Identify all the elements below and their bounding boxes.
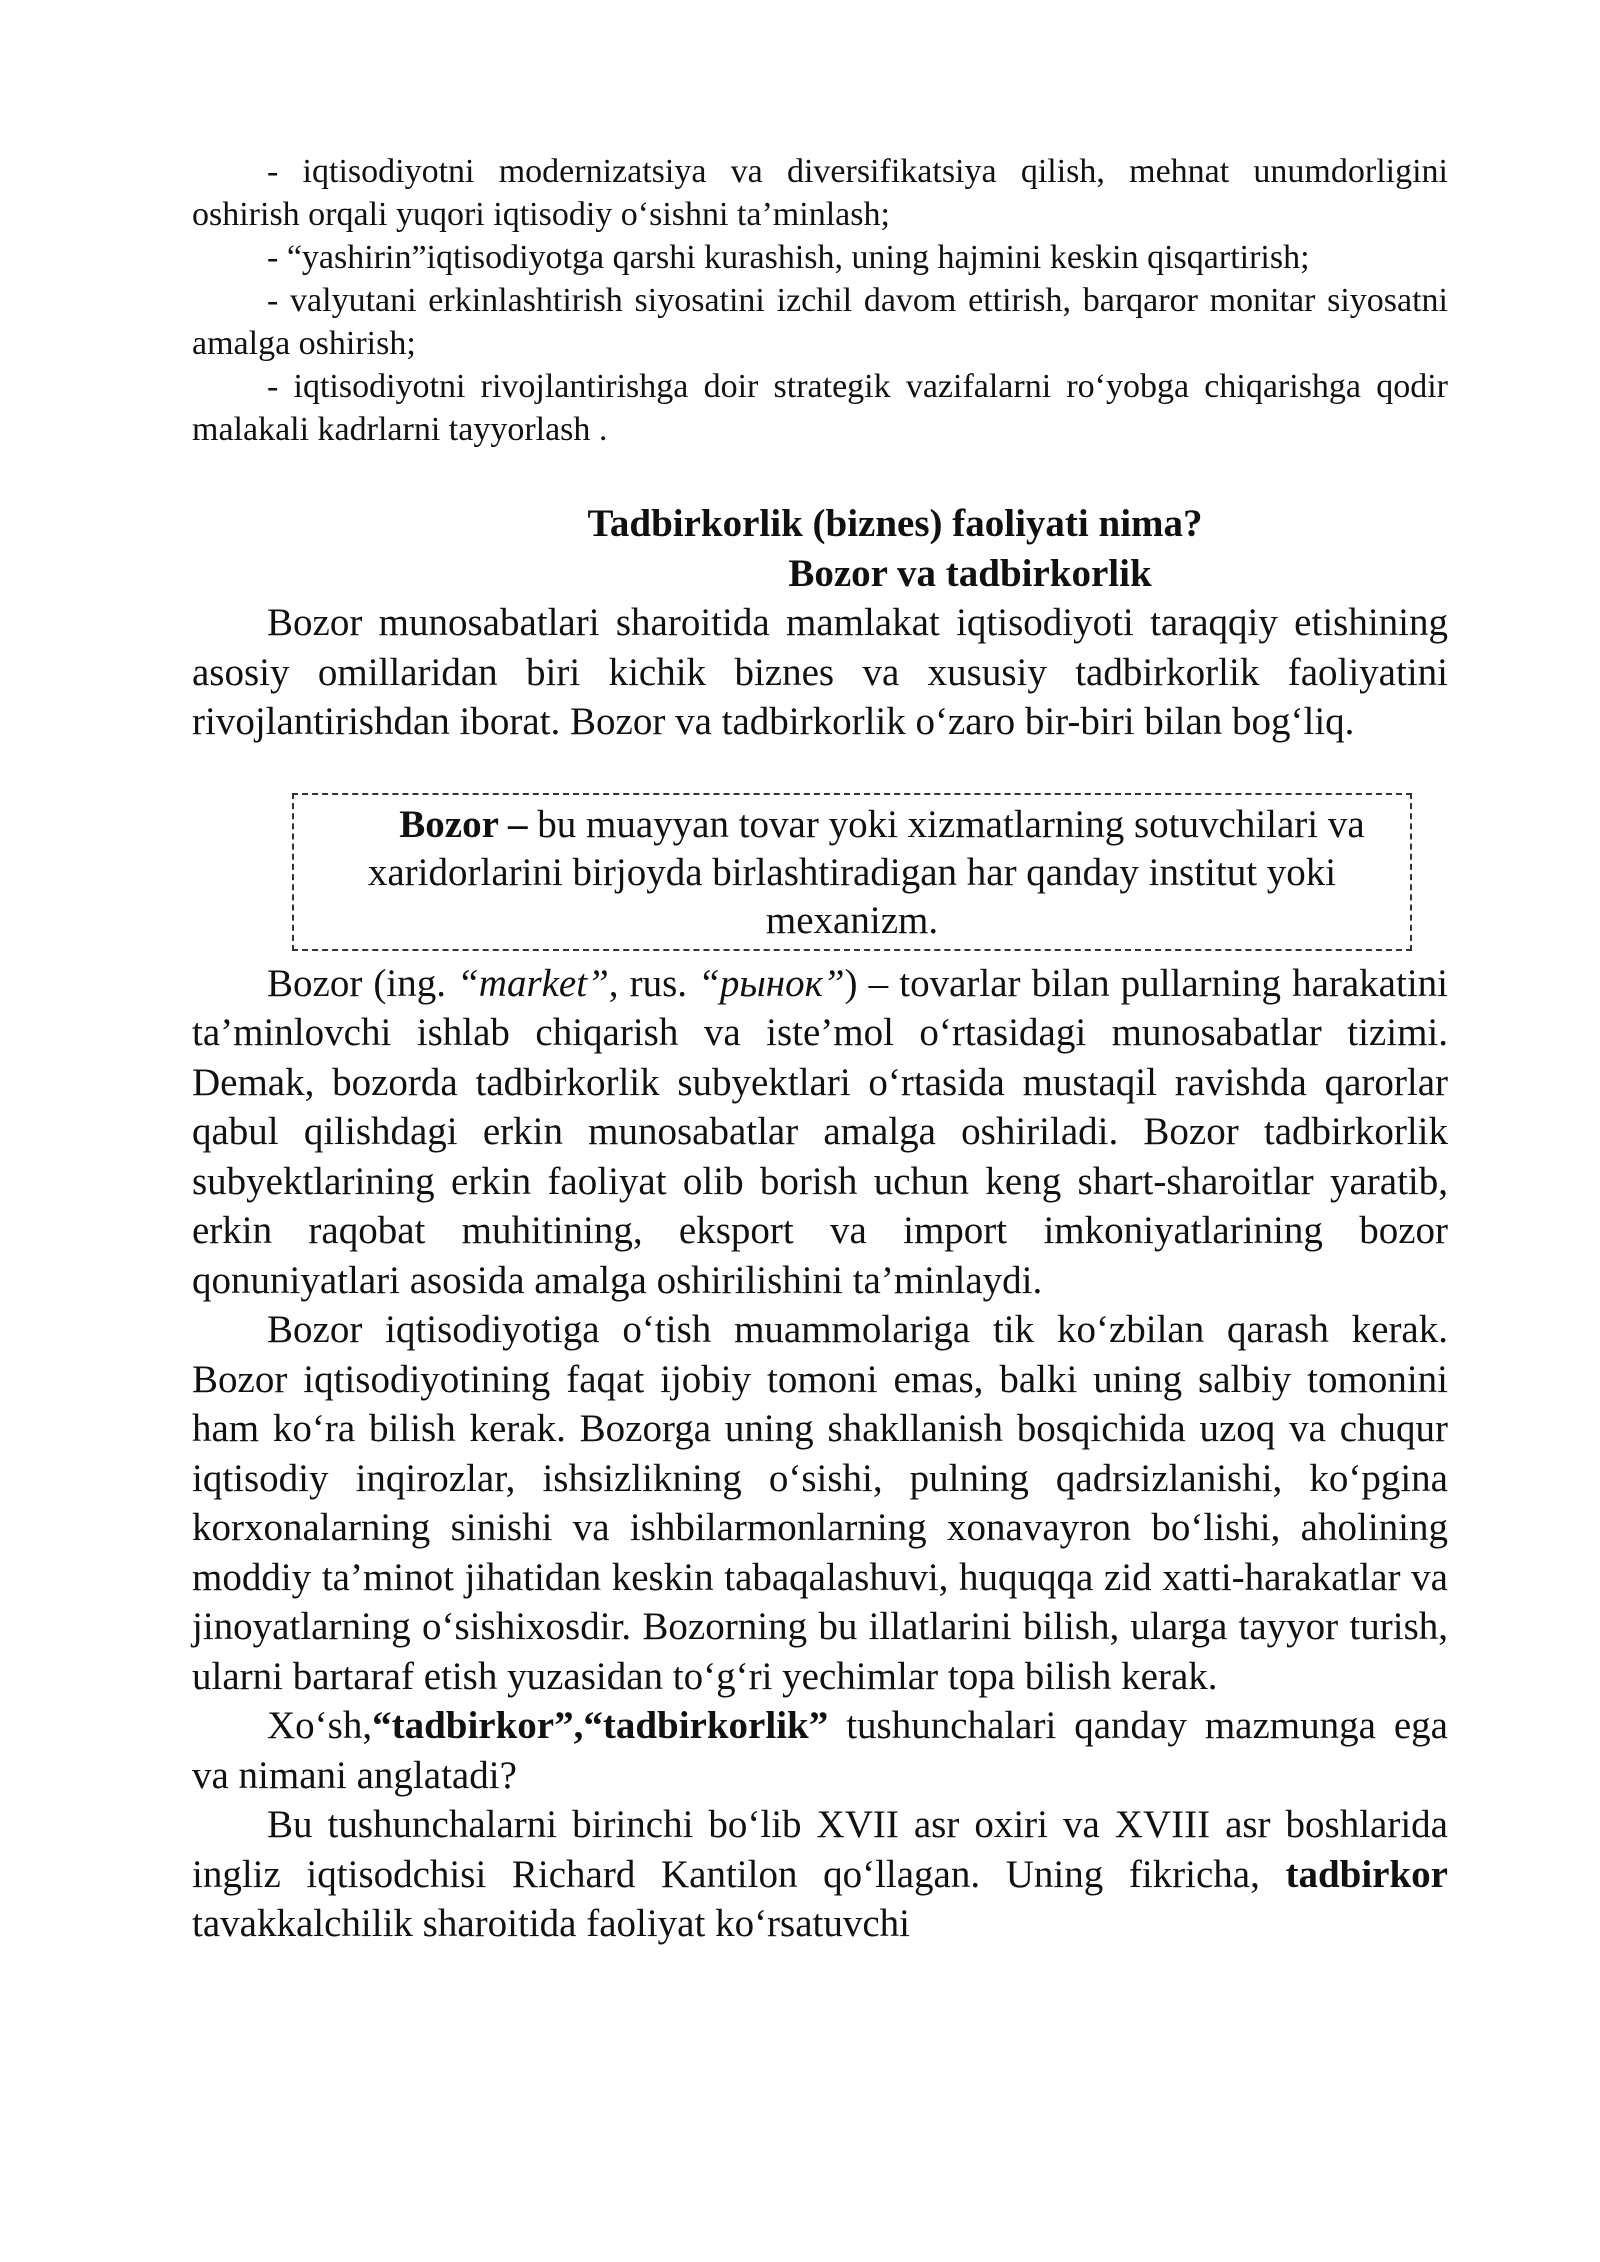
market-text-rest: ) – tovarlar bilan pullarning harakatini ta’minlovchi ishlab chiqarish va iste’mol o‘rtasidagi munosabatlar tizimi. Demak, bozorda tadbirkorlik subyektlari o‘rtasida mustaqil ravishda qarorlar qabul qilishdagi erkin munosabatlar amalga oshiriladi. Bozor tadbirkorlik subyektlarining erkin faoliyat olib borish uchun keng shart-sharoitlar yaratib, erkin raqobat muhitining, eksport va import imkoniyatlarining bozor qonuniyatlari asosida amalga oshirilishini ta’minlaydi.	[192, 961, 1449, 1302]
market-english-term: “market”	[457, 961, 609, 1005]
question-term-tadbirkor: “tadbirkor”	[372, 1704, 574, 1747]
transition-paragraph: Bozor iqtisodiyotiga o‘tish muammolariga tik ko‘zbilan qarash kerak. Bozor iqtisodiyotining faqat ijobiy tomoni emas, balki uning salbiy tomonini ham ko‘ra bilish kerak. Bozorga uning shakllanish bosqichida uzoq va chuqur iqtisodiy inqirozlar, ishsizlikning o‘sishi, pulning qadrsizlanishi, ko‘pgina korxonalarning sinishi va ishbilarmonlarning xonavayron bo‘lishi, aholining moddiy ta’minot jihatidan keskin tabaqalashuvi, huquqqa zid xatti-harakatlar va jinoyatlarning o‘sishixosdir. Bozorning bu illatlarini bilish, ularga tayyor turish, ularni bartaraf etish yuzasidan to‘g‘ri yechimlar topa bilish kerak.	[192, 1308, 1448, 1698]
section-heading	[192, 499, 1448, 598]
intro-paragraph: Bozor munosabatlari sharoitida mamlakat iqtisodiyoti taraqqiy etishining asosiy omillaridan biri kichik biznes va xususiy tadbirkorlik faoliyatini rivojlantirishdan iborat. Bozor va tadbirkorlik o‘zaro bir-biri bilan bog‘liq.	[192, 601, 1448, 743]
section-subtitle: Bozor va tadbirkorlik	[788, 551, 1152, 595]
history-paragraph	[192, 1800, 1448, 1949]
section-title: Tadbirkorlik (biznes) faoliyati nima?	[587, 502, 1203, 545]
bullet-list	[192, 150, 1448, 451]
bullet-item: - valyutani erkinlashtirish siyosatini izchil davom ettirish, barqaror monitar siyosatni amalga oshirish;	[192, 282, 1448, 362]
document-page	[192, 150, 1448, 1949]
bullet-item: - iqtisodiyotni modernizatsiya va diversifikatsiya qilish, mehnat unumdorligini oshirish orqali yuqori iqtisodiy o‘sishni ta’minlash;	[192, 153, 1448, 233]
definition-term: Bozor –	[399, 802, 528, 846]
market-text-start: Bozor (ing.	[267, 961, 458, 1005]
question-comma: ,	[573, 1704, 584, 1747]
market-paragraph	[192, 959, 1448, 1306]
definition-text	[302, 801, 1402, 945]
definition-body: bu muayyan tovar yoki xizmatlarning sotuvchilari va xaridorlarini birjoyda birlashtiradigan har qanday institut yoki mexanizm.	[367, 802, 1365, 942]
question-term-tadbirkorlik: “tadbirkorlik”	[583, 1704, 829, 1747]
bullet-item: - iqtisodiyotni rivojlantirishga doir strategik vazifalarni ro‘yobga chiqarishga qodir malakali kadrlarni tayyorlash .	[192, 368, 1448, 448]
definition-box	[292, 793, 1412, 951]
history-text-start: Bu tushunchalarni birinchi bo‘lib XVII asr oxiri va XVIII asr boshlarida ingliz iqtisodchisi Richard Kantilon qo‘llagan. Uning fikricha,	[192, 1803, 1448, 1896]
bullet-item: - “yashirin”iqtisodiyotga qarshi kurashish, uning hajmini keskin qisqartirish;	[267, 239, 1310, 276]
question-text-rest: tushunchalari qanday mazmunga ega va nimani anglatadi?	[192, 1704, 1448, 1797]
question-paragraph	[192, 1701, 1448, 1800]
market-text-mid: , rus.	[608, 961, 699, 1005]
history-text-rest: tavakkalchilik sharoitida faoliyat ko‘rsatuvchi	[192, 1902, 911, 1945]
question-text-start: Xo‘sh,	[267, 1704, 373, 1747]
history-term: tadbirkor	[1285, 1852, 1448, 1896]
market-russian-term: “рынок”	[698, 961, 845, 1005]
